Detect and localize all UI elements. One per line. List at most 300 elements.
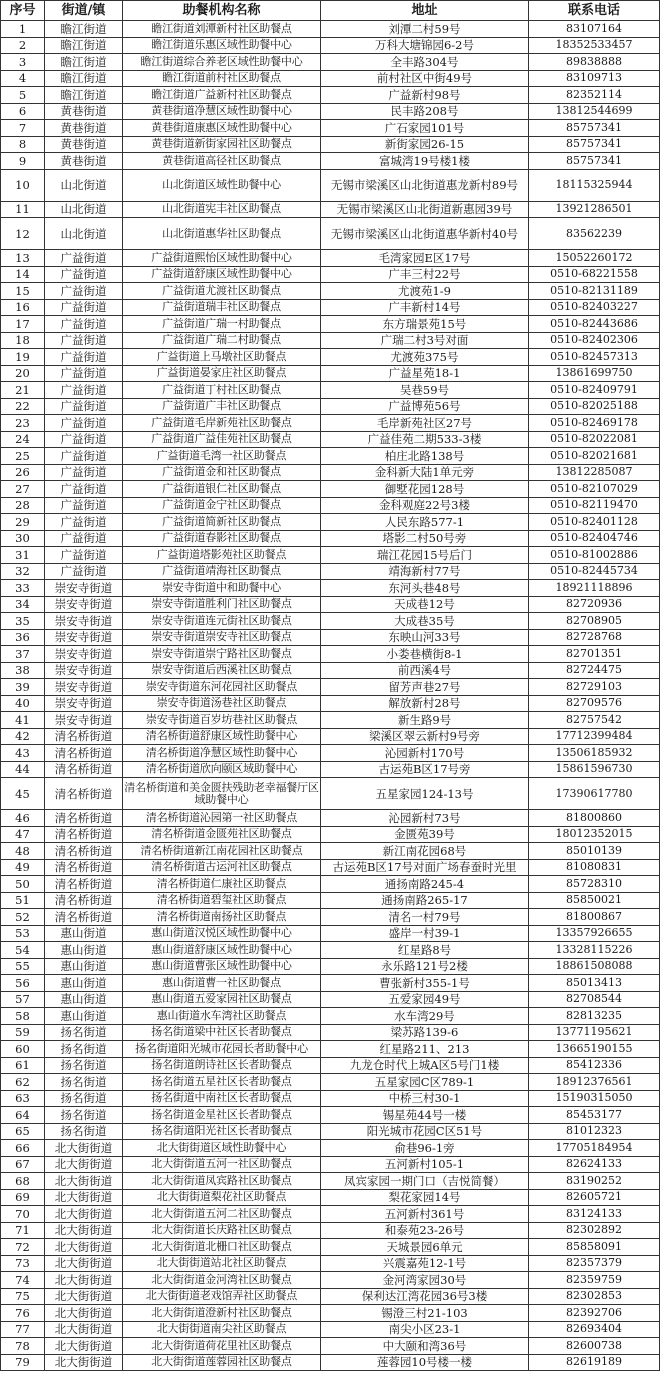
cell-index: 52 (1, 909, 45, 926)
cell-facility-name: 北大街街道五河二社区助餐点 (123, 1206, 321, 1223)
cell-index: 55 (1, 958, 45, 975)
cell-street: 广益街道 (45, 365, 123, 382)
cell-street: 北大街街道 (45, 1189, 123, 1206)
cell-index: 27 (1, 481, 45, 498)
cell-facility-name: 崇安寺街道百岁坊巷社区助餐点 (123, 712, 321, 729)
cell-facility-name: 黄巷街道康惠区域性助餐中心 (123, 120, 321, 137)
table-row (1, 398, 660, 415)
cell-index: 45 (1, 778, 45, 810)
table-row (1, 547, 660, 564)
table-row (1, 563, 660, 580)
table-row (1, 54, 660, 71)
cell-facility-name: 黄巷街道新街家园社区助餐点 (123, 136, 321, 153)
cell-phone: 0510-82457313 (529, 349, 660, 366)
table-row (1, 580, 660, 597)
cell-phone: 83562239 (529, 218, 660, 250)
cell-phone: 82619189 (529, 1354, 660, 1371)
header-street: 街道/镇 (45, 1, 123, 21)
table-row (1, 1321, 660, 1338)
table-row (1, 596, 660, 613)
cell-facility-name: 广益街道春影社区助餐点 (123, 530, 321, 547)
cell-phone: 13357926655 (529, 925, 660, 942)
cell-facility-name: 惠山街道曹张区域性助餐中心 (123, 958, 321, 975)
table-row (1, 21, 660, 38)
table-row (1, 1074, 660, 1091)
cell-facility-name: 崇安寺街道后西溪社区助餐点 (123, 662, 321, 679)
table-row (1, 942, 660, 959)
cell-index: 37 (1, 646, 45, 663)
table-row (1, 826, 660, 843)
cell-street: 北大街街道 (45, 1272, 123, 1289)
cell-street: 崇安寺街道 (45, 629, 123, 646)
cell-address: 金科观庭22号3楼 (321, 497, 529, 514)
cell-phone: 13771195621 (529, 1024, 660, 1041)
cell-index: 49 (1, 859, 45, 876)
cell-phone: 0510-81002886 (529, 547, 660, 564)
cell-street: 扬名街道 (45, 1107, 123, 1124)
table-row (1, 1338, 660, 1355)
cell-facility-name: 广益街道广瑞一村助餐点 (123, 316, 321, 333)
cell-phone: 13812285087 (529, 464, 660, 481)
table-row (1, 365, 660, 382)
cell-index: 17 (1, 316, 45, 333)
cell-street: 山北街道 (45, 218, 123, 250)
cell-phone: 83107164 (529, 21, 660, 38)
cell-facility-name: 北大街街道澄新村社区助餐点 (123, 1305, 321, 1322)
cell-facility-name: 清名桥街道舒康区域性助餐中心 (123, 728, 321, 745)
table-row (1, 975, 660, 992)
table-body (1, 21, 660, 1371)
cell-facility-name: 北大街街道区域性助餐中心 (123, 1140, 321, 1157)
cell-street: 广益街道 (45, 448, 123, 465)
cell-phone: 17390617780 (529, 778, 660, 810)
cell-address: 东河头巷48号 (321, 580, 529, 597)
cell-facility-name: 广益街道广丰社区助餐点 (123, 398, 321, 415)
cell-phone: 0510-82402306 (529, 332, 660, 349)
cell-facility-name: 广益街道熙怡区域性助餐中心 (123, 250, 321, 267)
table-row (1, 679, 660, 696)
table-row (1, 120, 660, 137)
table-row (1, 728, 660, 745)
cell-phone: 0510-82022081 (529, 431, 660, 448)
cell-phone: 82357379 (529, 1255, 660, 1272)
cell-index: 73 (1, 1255, 45, 1272)
cell-facility-name: 广益街道塔影苑社区助餐点 (123, 547, 321, 564)
cell-index: 31 (1, 547, 45, 564)
table-row (1, 712, 660, 729)
cell-street: 山北街道 (45, 169, 123, 201)
table-row (1, 810, 660, 827)
table-row (1, 1140, 660, 1157)
cell-index: 2 (1, 37, 45, 54)
cell-index: 21 (1, 382, 45, 399)
cell-address: 通扬南路265-17 (321, 892, 529, 909)
cell-address: 民丰路208号 (321, 103, 529, 120)
cell-index: 19 (1, 349, 45, 366)
cell-street: 清名桥街道 (45, 745, 123, 762)
cell-address: 五河新村105-1 (321, 1156, 529, 1173)
cell-index: 58 (1, 1008, 45, 1025)
cell-facility-name: 广益街道瑞丰社区助餐点 (123, 299, 321, 316)
cell-street: 广益街道 (45, 547, 123, 564)
cell-phone: 0510-82404746 (529, 530, 660, 547)
cell-address: 梁苏路139-6 (321, 1024, 529, 1041)
cell-street: 广益街道 (45, 514, 123, 531)
cell-address: 天城景园6单元 (321, 1239, 529, 1256)
cell-index: 76 (1, 1305, 45, 1322)
cell-facility-name: 北大街街道莲蓉园社区助餐点 (123, 1354, 321, 1371)
cell-facility-name: 瞻江街道综合养老区域性助餐中心 (123, 54, 321, 71)
table-row (1, 1354, 660, 1371)
cell-phone: 82352114 (529, 87, 660, 104)
cell-street: 崇安寺街道 (45, 695, 123, 712)
table-row (1, 1222, 660, 1239)
cell-phone: 82709576 (529, 695, 660, 712)
cell-phone: 85412336 (529, 1057, 660, 1074)
cell-address: 吴巷59号 (321, 382, 529, 399)
cell-address: 中大颐和湾36号 (321, 1338, 529, 1355)
table-row (1, 218, 660, 250)
table-row (1, 876, 660, 893)
cell-index: 11 (1, 201, 45, 218)
cell-street: 北大街街道 (45, 1338, 123, 1355)
cell-address: 无锡市梁溪区山北街道惠龙新村89号 (321, 169, 529, 201)
cell-address: 尤渡苑375号 (321, 349, 529, 366)
cell-street: 崇安寺街道 (45, 596, 123, 613)
cell-street: 广益街道 (45, 382, 123, 399)
cell-index: 48 (1, 843, 45, 860)
cell-facility-name: 崇安寺街道中和助餐中心 (123, 580, 321, 597)
cell-index: 43 (1, 745, 45, 762)
table-row (1, 646, 660, 663)
cell-facility-name: 清名桥街道欣向颐区域助餐中心 (123, 761, 321, 778)
cell-street: 黄巷街道 (45, 153, 123, 170)
cell-street: 北大街街道 (45, 1173, 123, 1190)
cell-phone: 82359759 (529, 1272, 660, 1289)
cell-address: 清名一村79号 (321, 909, 529, 926)
cell-street: 惠山街道 (45, 975, 123, 992)
table-header-row (1, 1, 660, 21)
cell-phone: 82302853 (529, 1288, 660, 1305)
cell-address: 尤渡苑1-9 (321, 283, 529, 300)
table-row (1, 1057, 660, 1074)
cell-facility-name: 崇安寺街道崇宁路社区助餐点 (123, 646, 321, 663)
cell-facility-name: 广益街道丁村社区助餐点 (123, 382, 321, 399)
cell-phone: 0510-82469178 (529, 415, 660, 432)
cell-facility-name: 北大街街道凤宾路社区助餐点 (123, 1173, 321, 1190)
cell-address: 柏庄北路138号 (321, 448, 529, 465)
table-row (1, 103, 660, 120)
cell-index: 56 (1, 975, 45, 992)
cell-facility-name: 惠山街道舒康区域性助餐中心 (123, 942, 321, 959)
header-address: 地址 (321, 1, 529, 21)
table-row (1, 497, 660, 514)
table-row (1, 1305, 660, 1322)
cell-street: 广益街道 (45, 415, 123, 432)
cell-address: 和泰苑23-26号 (321, 1222, 529, 1239)
table-row (1, 316, 660, 333)
cell-street: 清名桥街道 (45, 761, 123, 778)
cell-index: 72 (1, 1239, 45, 1256)
cell-address: 万科大塘锦园6-2号 (321, 37, 529, 54)
cell-street: 广益街道 (45, 398, 123, 415)
cell-facility-name: 瞻江街道广益新村社区助餐点 (123, 87, 321, 104)
cell-facility-name: 惠山街道五爱家园社区助餐点 (123, 991, 321, 1008)
cell-facility-name: 清名桥街道古运河社区助餐点 (123, 859, 321, 876)
cell-address: 锡星苑44号一楼 (321, 1107, 529, 1124)
cell-phone: 81800867 (529, 909, 660, 926)
cell-phone: 85850021 (529, 892, 660, 909)
cell-address: 沁园新村170号 (321, 745, 529, 762)
cell-street: 广益街道 (45, 332, 123, 349)
cell-phone: 0510-82403227 (529, 299, 660, 316)
cell-phone: 85757341 (529, 120, 660, 137)
table-row (1, 283, 660, 300)
table-row (1, 332, 660, 349)
cell-facility-name: 广益街道广瑞二村助餐点 (123, 332, 321, 349)
cell-facility-name: 瞻江街道乐惠区域性助餐中心 (123, 37, 321, 54)
cell-facility-name: 广益街道上马墩社区助餐点 (123, 349, 321, 366)
cell-index: 34 (1, 596, 45, 613)
cell-index: 3 (1, 54, 45, 71)
cell-facility-name: 黄巷街道高径社区助餐点 (123, 153, 321, 170)
cell-street: 清名桥街道 (45, 876, 123, 893)
table-row (1, 761, 660, 778)
cell-street: 广益街道 (45, 250, 123, 267)
cell-facility-name: 扬名街道梁中社区长者助餐点 (123, 1024, 321, 1041)
cell-facility-name: 北大街街道长庆路社区助餐点 (123, 1222, 321, 1239)
table-row (1, 169, 660, 201)
cell-street: 瞻江街道 (45, 37, 123, 54)
table-row (1, 299, 660, 316)
cell-phone: 85858091 (529, 1239, 660, 1256)
header-index: 序号 (1, 1, 45, 21)
cell-phone: 83190252 (529, 1173, 660, 1190)
cell-index: 15 (1, 283, 45, 300)
cell-address: 古运苑B区17号旁 (321, 761, 529, 778)
cell-phone: 15861596730 (529, 761, 660, 778)
table-row (1, 892, 660, 909)
cell-address: 东映山河33号 (321, 629, 529, 646)
cell-phone: 15052260172 (529, 250, 660, 267)
table-row (1, 201, 660, 218)
cell-phone: 85757341 (529, 136, 660, 153)
cell-phone: 85453177 (529, 1107, 660, 1124)
cell-index: 29 (1, 514, 45, 531)
table-row (1, 1008, 660, 1025)
cell-facility-name: 清名桥街道仁康社区助餐点 (123, 876, 321, 893)
table-row (1, 843, 660, 860)
table-row (1, 448, 660, 465)
cell-facility-name: 崇安寺街道连元街社区助餐点 (123, 613, 321, 630)
cell-phone: 0510-82131189 (529, 283, 660, 300)
cell-index: 67 (1, 1156, 45, 1173)
cell-facility-name: 北大街街道北栅口社区助餐点 (123, 1239, 321, 1256)
cell-street: 清名桥街道 (45, 728, 123, 745)
cell-phone: 13921286501 (529, 201, 660, 218)
cell-phone: 82708544 (529, 991, 660, 1008)
cell-facility-name: 扬名街道五星社区长者助餐点 (123, 1074, 321, 1091)
cell-phone: 82392706 (529, 1305, 660, 1322)
cell-street: 惠山街道 (45, 991, 123, 1008)
cell-facility-name: 清名桥街道净慧区域性助餐中心 (123, 745, 321, 762)
cell-index: 54 (1, 942, 45, 959)
table-row (1, 1156, 660, 1173)
cell-phone: 82708905 (529, 613, 660, 630)
table-row (1, 431, 660, 448)
cell-address: 全丰路304号 (321, 54, 529, 71)
cell-address: 御墅花园128号 (321, 481, 529, 498)
table-row (1, 662, 660, 679)
cell-phone: 13812544699 (529, 103, 660, 120)
cell-street: 清名桥街道 (45, 859, 123, 876)
cell-facility-name: 广益街道晏家庄社区助餐点 (123, 365, 321, 382)
cell-index: 33 (1, 580, 45, 597)
cell-index: 36 (1, 629, 45, 646)
cell-address: 前西溪4号 (321, 662, 529, 679)
cell-index: 62 (1, 1074, 45, 1091)
cell-phone: 18861508088 (529, 958, 660, 975)
table-row (1, 613, 660, 630)
cell-phone: 0510-82401128 (529, 514, 660, 531)
cell-address: 新街家园26-15 (321, 136, 529, 153)
cell-phone: 83109713 (529, 70, 660, 87)
cell-address: 广丰新村14号 (321, 299, 529, 316)
cell-street: 北大街街道 (45, 1156, 123, 1173)
cell-facility-name: 瞻江街道前村社区助餐点 (123, 70, 321, 87)
cell-phone: 0510-82021681 (529, 448, 660, 465)
table-row (1, 745, 660, 762)
cell-index: 46 (1, 810, 45, 827)
cell-address: 兴震嘉苑12-1号 (321, 1255, 529, 1272)
cell-address: 保利达江湾花园36号3楼 (321, 1288, 529, 1305)
cell-street: 惠山街道 (45, 1008, 123, 1025)
cell-index: 53 (1, 925, 45, 942)
cell-street: 扬名街道 (45, 1123, 123, 1140)
cell-address: 锡澄三村21-103 (321, 1305, 529, 1322)
cell-index: 9 (1, 153, 45, 170)
cell-index: 38 (1, 662, 45, 679)
cell-address: 梁溪区翠云新村9号旁 (321, 728, 529, 745)
table-row (1, 415, 660, 432)
cell-facility-name: 清名桥街道金匮苑社区助餐点 (123, 826, 321, 843)
cell-phone: 0510-82025188 (529, 398, 660, 415)
table-row (1, 1239, 660, 1256)
cell-facility-name: 清名桥街道和美金匮扶残助老幸福餐厅区域助餐中心 (123, 778, 321, 810)
table-row (1, 859, 660, 876)
cell-index: 42 (1, 728, 45, 745)
cell-address: 新江南花园68号 (321, 843, 529, 860)
cell-facility-name: 广益街道银仁社区助餐点 (123, 481, 321, 498)
table-row (1, 1090, 660, 1107)
cell-phone: 85010139 (529, 843, 660, 860)
cell-street: 北大街街道 (45, 1255, 123, 1272)
cell-index: 32 (1, 563, 45, 580)
cell-street: 瞻江街道 (45, 21, 123, 38)
cell-address: 靖海新村77号 (321, 563, 529, 580)
cell-street: 广益街道 (45, 464, 123, 481)
cell-facility-name: 广益街道毛湾一社区助餐点 (123, 448, 321, 465)
cell-facility-name: 清名桥街道碧玺社区助餐点 (123, 892, 321, 909)
cell-address: 凤宾家园一期门口（吉悦简餐） (321, 1173, 529, 1190)
table-row (1, 695, 660, 712)
cell-index: 59 (1, 1024, 45, 1041)
cell-index: 23 (1, 415, 45, 432)
cell-phone: 85757341 (529, 153, 660, 170)
cell-street: 北大街街道 (45, 1222, 123, 1239)
cell-street: 清名桥街道 (45, 778, 123, 810)
cell-address: 天成巷12号 (321, 596, 529, 613)
table-row (1, 991, 660, 1008)
table-row (1, 37, 660, 54)
cell-address: 五爱家园49号 (321, 991, 529, 1008)
cell-address: 广益佳苑二期533-3楼 (321, 431, 529, 448)
cell-street: 崇安寺街道 (45, 613, 123, 630)
cell-facility-name: 北大街街道金河湾社区助餐点 (123, 1272, 321, 1289)
cell-index: 69 (1, 1189, 45, 1206)
cell-address: 红星路211、213 (321, 1041, 529, 1058)
cell-facility-name: 山北街道区域性助餐中心 (123, 169, 321, 201)
cell-index: 41 (1, 712, 45, 729)
cell-street: 清名桥街道 (45, 810, 123, 827)
cell-street: 崇安寺街道 (45, 679, 123, 696)
cell-facility-name: 广益街道金宁社区助餐点 (123, 497, 321, 514)
cell-phone: 82720936 (529, 596, 660, 613)
cell-index: 66 (1, 1140, 45, 1157)
cell-address: 塔影二村50号旁 (321, 530, 529, 547)
cell-index: 70 (1, 1206, 45, 1223)
cell-facility-name: 黄巷街道净慧区域性助餐中心 (123, 103, 321, 120)
cell-street: 清名桥街道 (45, 892, 123, 909)
cell-phone: 82724475 (529, 662, 660, 679)
cell-index: 24 (1, 431, 45, 448)
cell-street: 扬名街道 (45, 1074, 123, 1091)
cell-street: 崇安寺街道 (45, 646, 123, 663)
cell-address: 五星家园C区789-1 (321, 1074, 529, 1091)
cell-phone: 81012323 (529, 1123, 660, 1140)
cell-phone: 82729103 (529, 679, 660, 696)
cell-facility-name: 扬名街道阳光社区长者助餐点 (123, 1123, 321, 1140)
cell-index: 44 (1, 761, 45, 778)
cell-address: 毛湾家园E区17号 (321, 250, 529, 267)
cell-phone: 13861699750 (529, 365, 660, 382)
cell-street: 瞻江街道 (45, 54, 123, 71)
cell-index: 6 (1, 103, 45, 120)
cell-phone: 0510-82443686 (529, 316, 660, 333)
cell-address: 广丰三村22号 (321, 266, 529, 283)
header-phone: 联系电话 (529, 1, 660, 21)
cell-facility-name: 瞻江街道刘潭新村社区助餐点 (123, 21, 321, 38)
table-row (1, 136, 660, 153)
cell-address: 五河新村361号 (321, 1206, 529, 1223)
cell-address: 五星家园124-13号 (321, 778, 529, 810)
table-row (1, 1123, 660, 1140)
cell-street: 广益街道 (45, 563, 123, 580)
cell-street: 惠山街道 (45, 925, 123, 942)
header-facility-name: 助餐机构名称 (123, 1, 321, 21)
cell-address: 金河湾家园30号 (321, 1272, 529, 1289)
cell-address: 古运苑B区17号对面广场春蚕时光里 (321, 859, 529, 876)
cell-index: 50 (1, 876, 45, 893)
cell-street: 广益街道 (45, 497, 123, 514)
table-row (1, 1272, 660, 1289)
cell-street: 北大街街道 (45, 1305, 123, 1322)
cell-facility-name: 北大街街道五河一社区助餐点 (123, 1156, 321, 1173)
cell-address: 瑞江花园15号后门 (321, 547, 529, 564)
cell-index: 13 (1, 250, 45, 267)
cell-address: 新生路9号 (321, 712, 529, 729)
cell-address: 水车湾29号 (321, 1008, 529, 1025)
